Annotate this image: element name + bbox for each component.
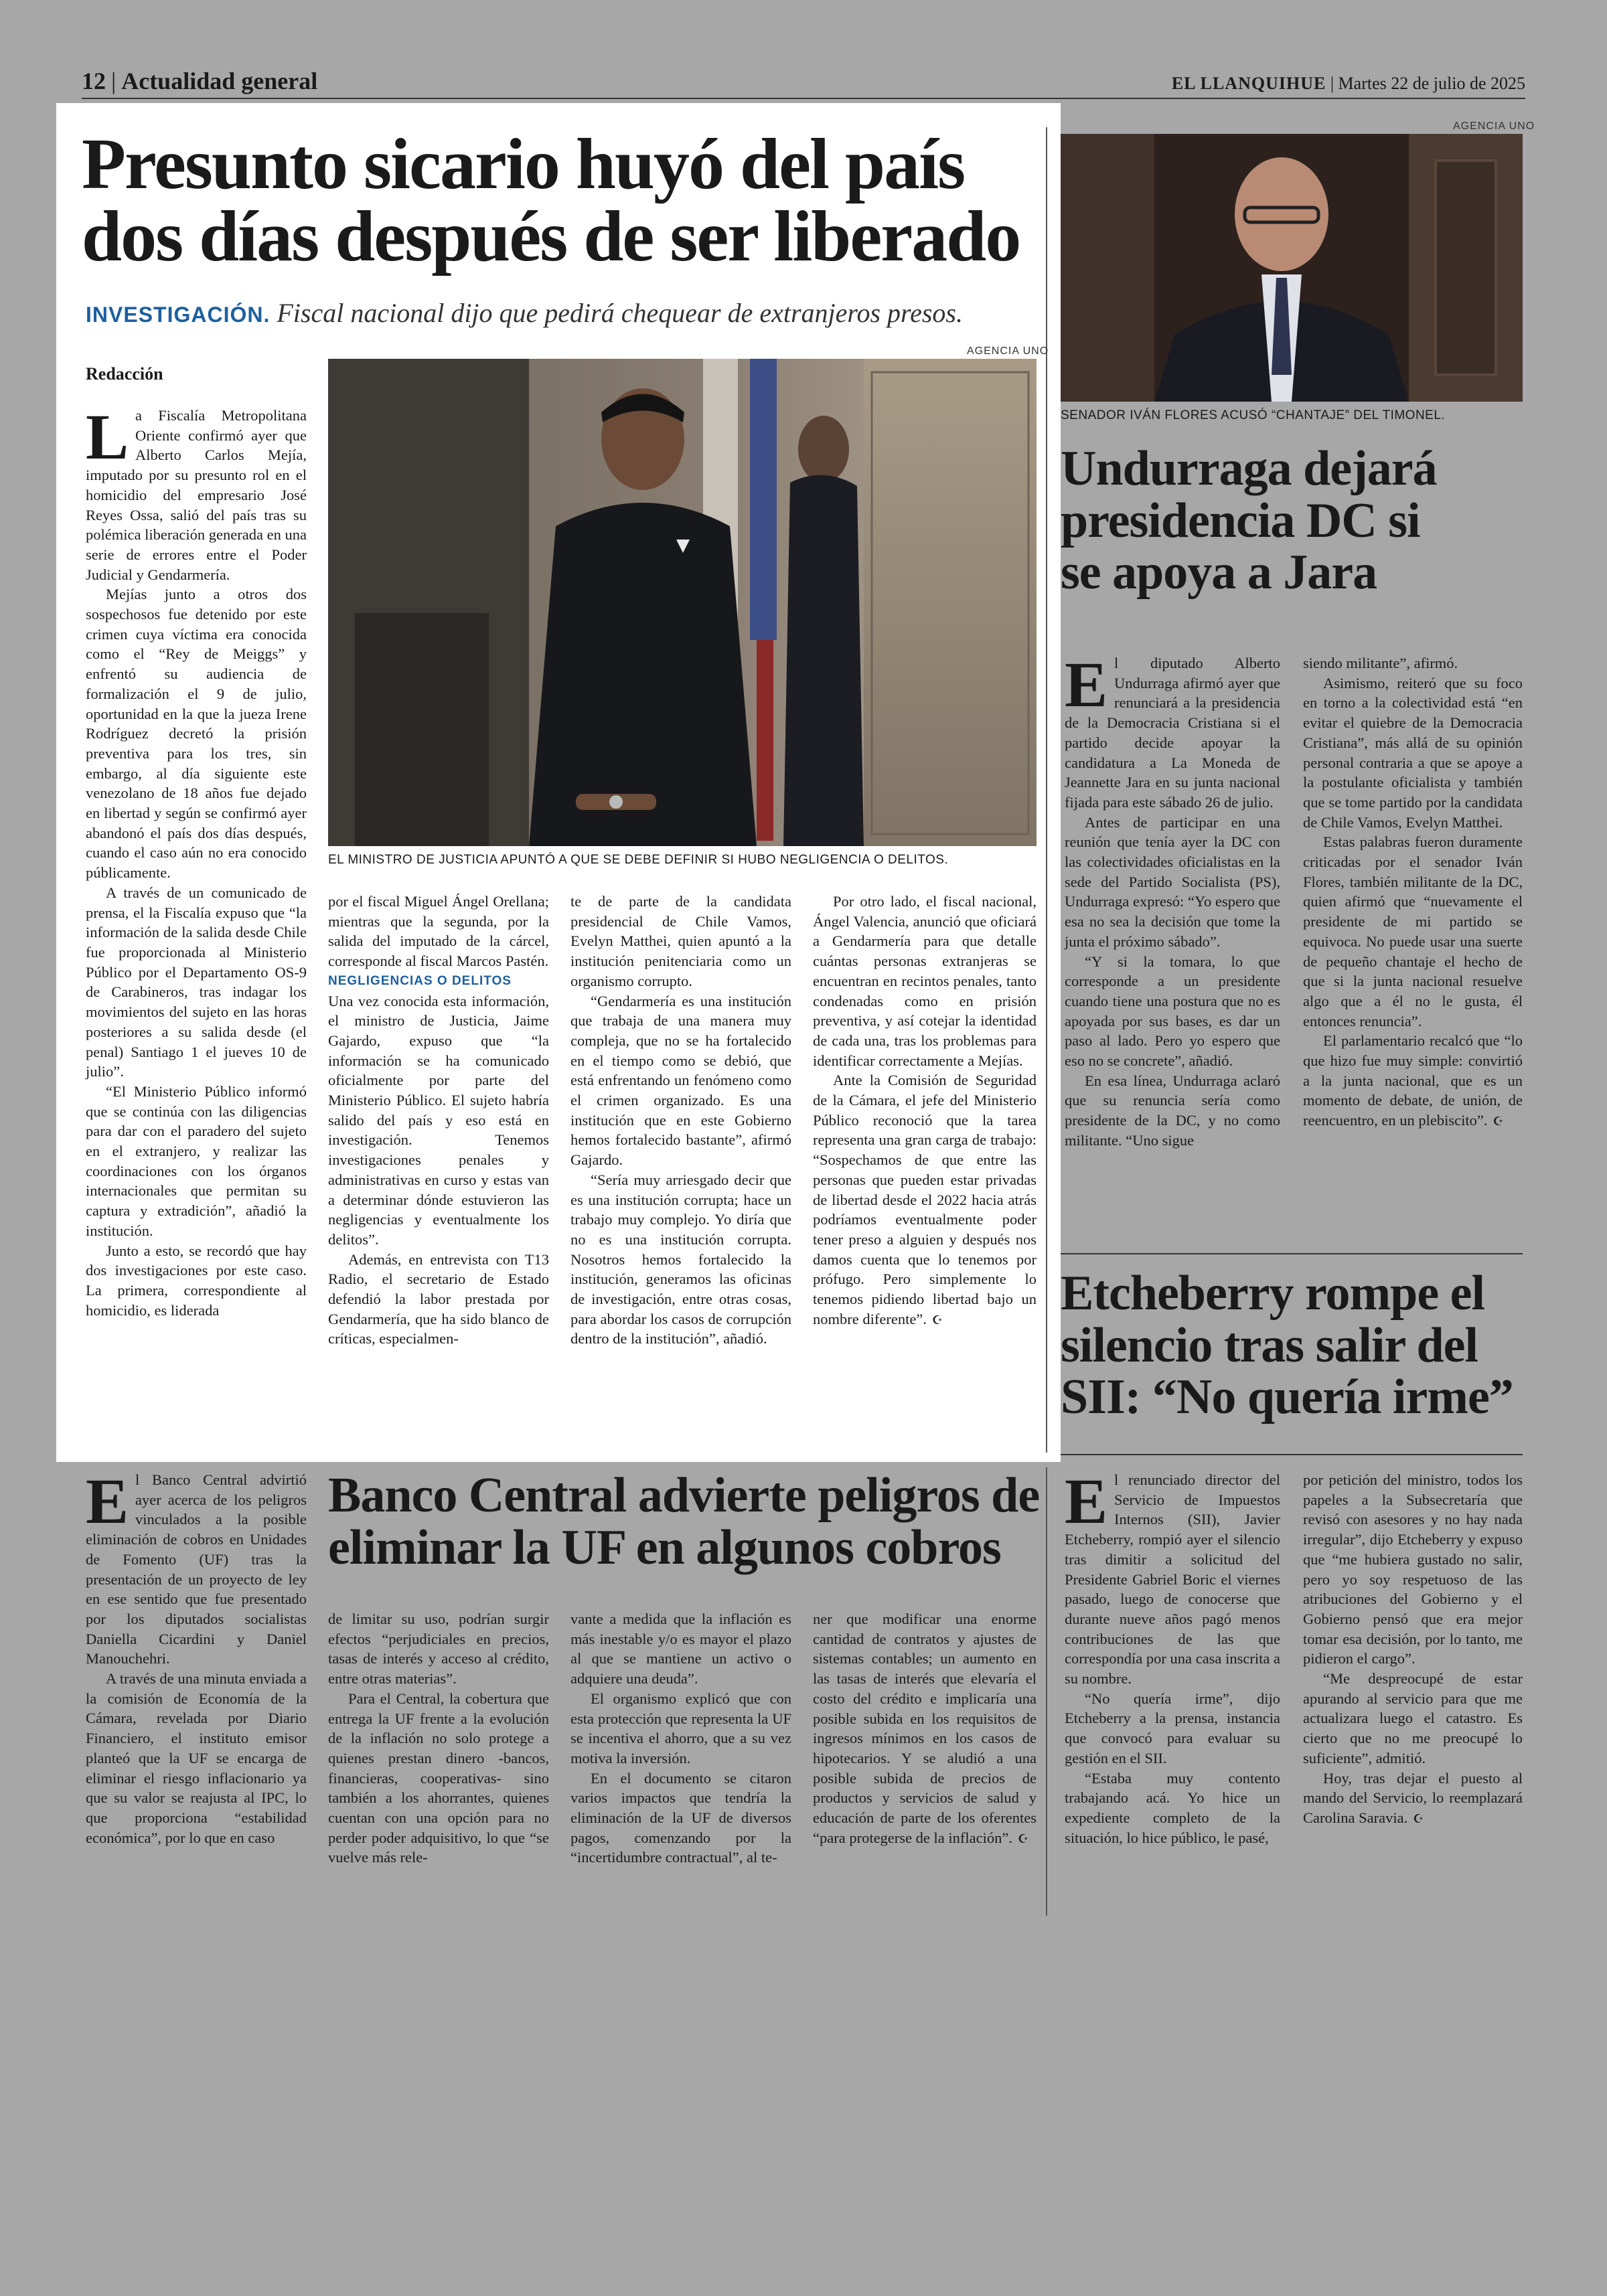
- uf-paragraph: El organismo explicó que con esta protección que representa la UF se incentiva el ahorro, que a su vez motiva la inversión.: [570, 1690, 791, 1767]
- uf-column-4: [813, 1609, 1037, 1849]
- uf-col1-text: l Banco Central advirtió ayer acerca de los peligros vinculados a la posible eliminación de cobros en Unidades de Fomento (UF) tras la presentación de un proyecto de ley en ese sentido que fue presentado por los diputados socialistas Daniella Cicardini y Daniel Manouchehri.: [86, 1471, 307, 1667]
- lead-subheading: NEGLIGENCIAS O DELITOS: [328, 973, 512, 988]
- uf-column-3: [570, 1609, 791, 1868]
- sii-paragraph: [1303, 1769, 1523, 1829]
- dc-photo: [1061, 134, 1523, 402]
- running-head: [82, 64, 1525, 98]
- dc-col1-text: l diputado Alberto Undurraga afirmó ayer que renunciará a la presidencia de la Democracia Cristiana si el partido decide apoyar la candidatura a La Moneda de Jeannette Jara en su junta nacional fijada para este sábado 26 de julio.: [1065, 655, 1280, 811]
- uf-paragraph: [813, 1609, 1037, 1849]
- page-number: 12: [82, 68, 106, 94]
- uf-headline-line1: Banco Central advierte peligros de: [328, 1468, 1040, 1523]
- dc-paragraph: Estas palabras fueron duramente criticadas por el senador Iván Flores, también militante de la DC, quien afirmó que “nuevamente el presidente de mi partido se equivoca. No puede usar una suerte de pequeño chantaje el hecho de que si la junta nacional resuelve algo que a él no le gusta, él entonces renuncia”.: [1303, 833, 1523, 1030]
- sii-headline-line1: Etcheberry rompe el: [1061, 1266, 1485, 1321]
- sii-paragraph: “No quería irme”, dijo Etcheberry a la prensa, instancia que convocó para evaluar su gestión en el SII.: [1065, 1690, 1280, 1767]
- uf-paragraph: [86, 1465, 307, 1669]
- dc-bottom-rule: [1061, 1253, 1523, 1254]
- lead-paragraph: Junto a esto, se recordó que hay dos investigaciones por este caso. La primera, correspondiente al homicidio, es liderada: [86, 1242, 307, 1319]
- dc-paragraph: [1303, 1031, 1523, 1132]
- dc-column-2: [1303, 653, 1523, 1132]
- lead-photo: [328, 359, 1037, 846]
- lead-column-4: [813, 892, 1037, 1330]
- end-mark-icon: ☪: [1493, 1115, 1504, 1129]
- column-divider-lower: [1046, 1467, 1047, 1916]
- sii-paragraph: “Me despreocupé de estar apurando al servicio para que me actualizara luego el catastro. Es cierto que no me preocupé lo suficiente”, admitió.: [1303, 1670, 1523, 1767]
- dc-paragraph: En esa línea, Undurraga aclaró que su renuncia sería como presidente de la DC, y no como militante. “Uno sigue: [1065, 1072, 1280, 1149]
- uf-paragraph: Para el Central, la cobertura que entrega la UF frente a la evolución de la inflación no solo protege a quienes prestan dinero -bancos, financieras, cooperativas- sino también a los ahorrantes, quienes cuentan con una opción para no perder poder adquisitivo, lo que “se vuelve más rele-: [328, 1690, 549, 1866]
- lead-photo-credit: AGENCIA UNO: [967, 345, 1049, 357]
- uf-column-2: [328, 1609, 549, 1868]
- lead-photo-image: [328, 359, 1037, 846]
- dc-headline: [1061, 443, 1523, 599]
- page-section: 12 | Actualidad general: [82, 68, 318, 94]
- dc-headline-line3: se apoya a Jara: [1061, 545, 1377, 600]
- lead-col1-text: a Fiscalía Metropolitana Oriente confirmó ayer que Alberto Carlos Mejía, imputado por su presunto rol en el homicidio del empresario José Reyes Ossa, salió del país tras su polémica liberación generada en una serie de errores entre el Poder Judicial y Gendarmería.: [86, 407, 307, 583]
- lead-headline: [82, 125, 1059, 276]
- sii-top-rule: [1061, 1454, 1523, 1455]
- sii-dropcap: E: [1065, 1465, 1108, 1537]
- sii-column-2: [1303, 1470, 1523, 1829]
- lead-photo-caption: EL MINISTRO DE JUSTICIA APUNTÓ A QUE SE DEBE DEFINIR SI HUBO NEGLIGENCIA O DELITOS.: [328, 853, 949, 867]
- dc-dropcap: E: [1065, 649, 1108, 720]
- sii-headline-line3: SII: “No quería irme”: [1061, 1370, 1513, 1425]
- dc-photo-caption: SENADOR IVÁN FLORES ACUSÓ “CHANTAJE” DEL TIMONEL.: [1061, 408, 1446, 422]
- uf-paragraph: de limitar su uso, podrían surgir efectos “perjudiciales en precios, tasas de interés y acceso al crédito, entre otras materias”.: [328, 1611, 549, 1688]
- lead-headline-line2: dos días después de ser liberado: [82, 197, 1020, 276]
- lead-byline: Redacción: [86, 364, 163, 384]
- issue-date: Martes 22 de julio de 2025: [1338, 74, 1525, 93]
- uf-paragraph: A través de una minuta enviada a la comisión de Economía de la Cámara, revelada por Diario Financiero, el instituto emisor planteó que la UF se encarga de eliminar el riesgo inflacionario ya que su valor se reajusta al IPC, lo que proporciona “estabilidad económica”, por lo que en caso: [86, 1670, 307, 1846]
- dc-headline-line1: Undurraga dejará: [1061, 441, 1437, 496]
- lead-paragraph: “Sería muy arriesgado decir que es una institución corrupta; hace un trabajo muy complejo. Yo diría que no es una institución corrupta. Nosotros hemos fortalecido la institución, generamos las oficinas de investigación, entre otras cosas, para abordar los casos de corrupción dentro de la institución”, añadió.: [570, 1171, 791, 1347]
- dc-paragraph: Antes de participar en una reunión que tenía ayer la DC con las colectividades oficialistas en la sede del Partido Socialista (PS), Undurraga expresó: “Yo espero que esa no sea la decisión que tome la junta el próximo sábado”.: [1065, 813, 1280, 950]
- end-mark-icon: ☪: [1413, 1811, 1424, 1826]
- dc-headline-line2: presidencia DC si: [1061, 493, 1420, 548]
- uf-col4-text: ner que modificar una enorme cantidad de contratos y ajustes de sistemas contables; un aumento en las tasas de interés que elevaría el costo del crédito e implicaría una posible subida en los requisitos de ingresos mínimos en los casos de hipotecarios. Y se aludió a una posible subida de precios de productos y servicios de salud y educación de parte de los oferentes “para protegerse de la inflación”.: [813, 1611, 1037, 1846]
- uf-paragraph: En el documento se citaron varios impactos que tendría la eliminación de la UF de diversos pagos, comenzando por la “incertidumbre contractual”, al te-: [570, 1769, 791, 1866]
- sii-headline-line2: silencio tras salir del: [1061, 1317, 1478, 1373]
- dc-photo-image: [1061, 134, 1523, 402]
- lead-dropcap: L: [86, 401, 129, 473]
- sii-paragraph: [1065, 1465, 1280, 1689]
- sii-col1-text: l renunciado director del Servicio de Impuestos Internos (SII), Javier Etcheberry, rompió ayer el silencio tras dimitir a solicitud del Presidente Gabriel Boric el viernes pasado, luego de conocerse que durante nueve años pagó menos contribuciones de las que correspondía por una casa inscrita a su nombre.: [1065, 1471, 1280, 1688]
- dc-paragraph: [1065, 649, 1280, 813]
- sii-column-1: [1065, 1465, 1280, 1848]
- lead-paragraph: [86, 401, 307, 584]
- sii-col2-text: Hoy, tras dejar el puesto al mando del Servicio, lo reemplazará Carolina Saravia.: [1303, 1769, 1523, 1826]
- uf-column-1: [86, 1465, 307, 1848]
- dc-paragraph: “Y si la tomara, lo que corresponde a un presidente cuando tiene una postura que no es apoyada por sus bases, es dar un paso al lado. Pero yo espero que eso no se concrete”, añadió.: [1065, 953, 1280, 1070]
- lead-paragraph: te de parte de la candidata presidencial de Chile Vamos, Evelyn Matthei, quien apuntó a la institución penitenciaria como un organismo corrupto.: [570, 893, 791, 989]
- lead-col4-text: Ante la Comisión de Seguridad de la Cámara, el jefe del Ministerio Público reconoció que la tarea representa una gran carga de trabajo: “Sospechamos de que entre las personas que pueden estar privadas de libertad desde el 2022 hacia atrás podríamos eventualmente poder tener preso a alguien y después nos damos cuenta que lo tenemos por prófugo. Pero simplemente lo tenemos pidiendo libertad bajo un nombre diferente”.: [813, 1072, 1037, 1327]
- lead-paragraph: Por otro lado, el fiscal nacional, Ángel Valencia, anunció que oficiará a Gendarmería para que detalle cuántas personas extranjeras se encuentran en recintos penales, tanto condenadas como en prisión preventiva, y así cotejar la identidad de cada una, tras los problemas para identificar correctamente a Mejías.: [813, 893, 1037, 1069]
- uf-headline: [328, 1470, 1045, 1574]
- lead-paragraph: “El Ministerio Público informó que se continúa con las diligencias para dar con el paradero del sujeto en el extranjero, y realizar las coordinaciones con los órganos internacionales que permitan su captura y extradición”, añadió la institución.: [86, 1082, 307, 1239]
- section-name: Actualidad general: [121, 68, 318, 94]
- end-mark-icon: ☪: [1017, 1831, 1029, 1846]
- sii-headline: [1061, 1268, 1523, 1424]
- lead-paragraph: por el fiscal Miguel Ángel Orellana; mientras que la segunda, por la salida del imputado de la cárcel, corresponde al fiscal Marcos Pastén.: [328, 893, 549, 970]
- end-mark-icon: ☪: [931, 1313, 943, 1327]
- lead-paragraph: Mejías junto a otros dos sospechosos fue detenido por este crimen cuya víctima era conocida como el “Rey de Meiggs” y enfrentó su audiencia de formalización el 9 de julio, oportunidad en la que la jueza Irene Rodríguez decretó la prisión preventiva para los tres, sin embargo, al día siguiente este venezolano de 18 años fue dejado en libertad y según se confirmó ayer abandonó el país dos días después, cuando el caso aún no era conocido públicamente.: [86, 586, 307, 882]
- lead-paragraph: “Gendarmería es una institución que trabaja de una manera muy compleja, que no se ha fortalecido en el tiempo como se debió, que está enfrentando un fenómeno como el crimen organizado. Es una institución que en este Gobierno hemos fortalecido bastante”, afirmó Gajardo.: [570, 992, 791, 1169]
- lead-paragraph: Además, en entrevista con T13 Radio, el secretario de Estado defendió la labor prestada por Gendarmería, que ha sido blanco de críticas, especialmen-: [328, 1250, 549, 1347]
- sii-paragraph: “Estaba muy contento trabajando acá. Yo hice un expediente completo de la situación, lo hice público, le pasé,: [1065, 1769, 1280, 1846]
- dc-photo-credit: AGENCIA UNO: [1453, 120, 1535, 132]
- dc-col2-text: El parlamentario recalcó que “lo que hizo fue muy simple: convirtió a la junta nacional, que es un momento de debate, de unión, de reencuentro, en un plebiscito”.: [1303, 1032, 1523, 1129]
- uf-dropcap: E: [86, 1465, 129, 1537]
- sii-paragraph: por petición del ministro, todos los papeles a la Subsecretaría que revisó con asesores y no hay nada irregular”, dijo Etcheberry y expuso que “me hubiera gustado no salir, pero yo soy respetuoso de las atribuciones del Gobierno y el Gobierno pensó que era mejor tomar esa decisión, por lo tanto, me pidieron el cargo”.: [1303, 1471, 1523, 1667]
- lead-column-2: [328, 892, 549, 1349]
- lead-paragraph: A través de un comunicado de prensa, el la Fiscalía expuso que “la información de la salida desde Chile fue proporcionada al Ministerio Público por el Departamento OS-9 de Carabineros, tras indagar los movimientos del sujeto en las horas posteriores a su salida desde (el penal) Santiago 1 el jueves 10 de julio”.: [86, 884, 307, 1080]
- lead-column-3: [570, 892, 791, 1349]
- dc-column-1: [1065, 649, 1280, 1151]
- uf-paragraph: vante a medida que la inflación es más inestable y/o es mayor el plazo al que se mantiene un activo o adquiere una deuda”.: [570, 1611, 791, 1688]
- uf-headline-line2: eliminar la UF en algunos cobros: [328, 1520, 1001, 1575]
- dc-paragraph: Asimismo, reiteró que su foco en torno a la colectividad está “en evitar el quiebre de la Democracia Cristiana”, más allá de su opinión personal contraria a que se apoye a la postulante oficialista y también que se tome partido por la candidata de Chile Vamos, Evelyn Matthei.: [1303, 674, 1523, 831]
- lead-kicker: INVESTIGACIÓN.: [86, 303, 271, 327]
- lead-paragraph: [813, 1070, 1037, 1330]
- lead-paragraph: Una vez conocida esta información, el ministro de Justicia, Jaime Gajardo, expuso que “la información se ha comunicado oficialmente por parte del Ministerio Público. El sujeto habría salido del país y eso está en investigación. Tenemos investigaciones penales y administrativas en curso y estas van a determinar dónde estuvieron las negligencias y eventualmente los delitos”.: [328, 992, 549, 1248]
- lead-headline-line1: Presunto sicario huyó del país: [82, 125, 965, 204]
- paper-date: EL LLANQUIHUE | Martes 22 de julio de 2025: [1171, 74, 1525, 93]
- paper-name: EL LLANQUIHUE: [1171, 74, 1326, 93]
- header-rule: [82, 98, 1525, 99]
- lead-column-1: [86, 401, 307, 1320]
- lead-deck-text: Fiscal nacional dijo que pedirá chequear de extranjeros presos.: [277, 298, 963, 328]
- dc-paragraph: siendo militante”, afirmó.: [1303, 655, 1458, 671]
- lead-deck: [86, 297, 1063, 329]
